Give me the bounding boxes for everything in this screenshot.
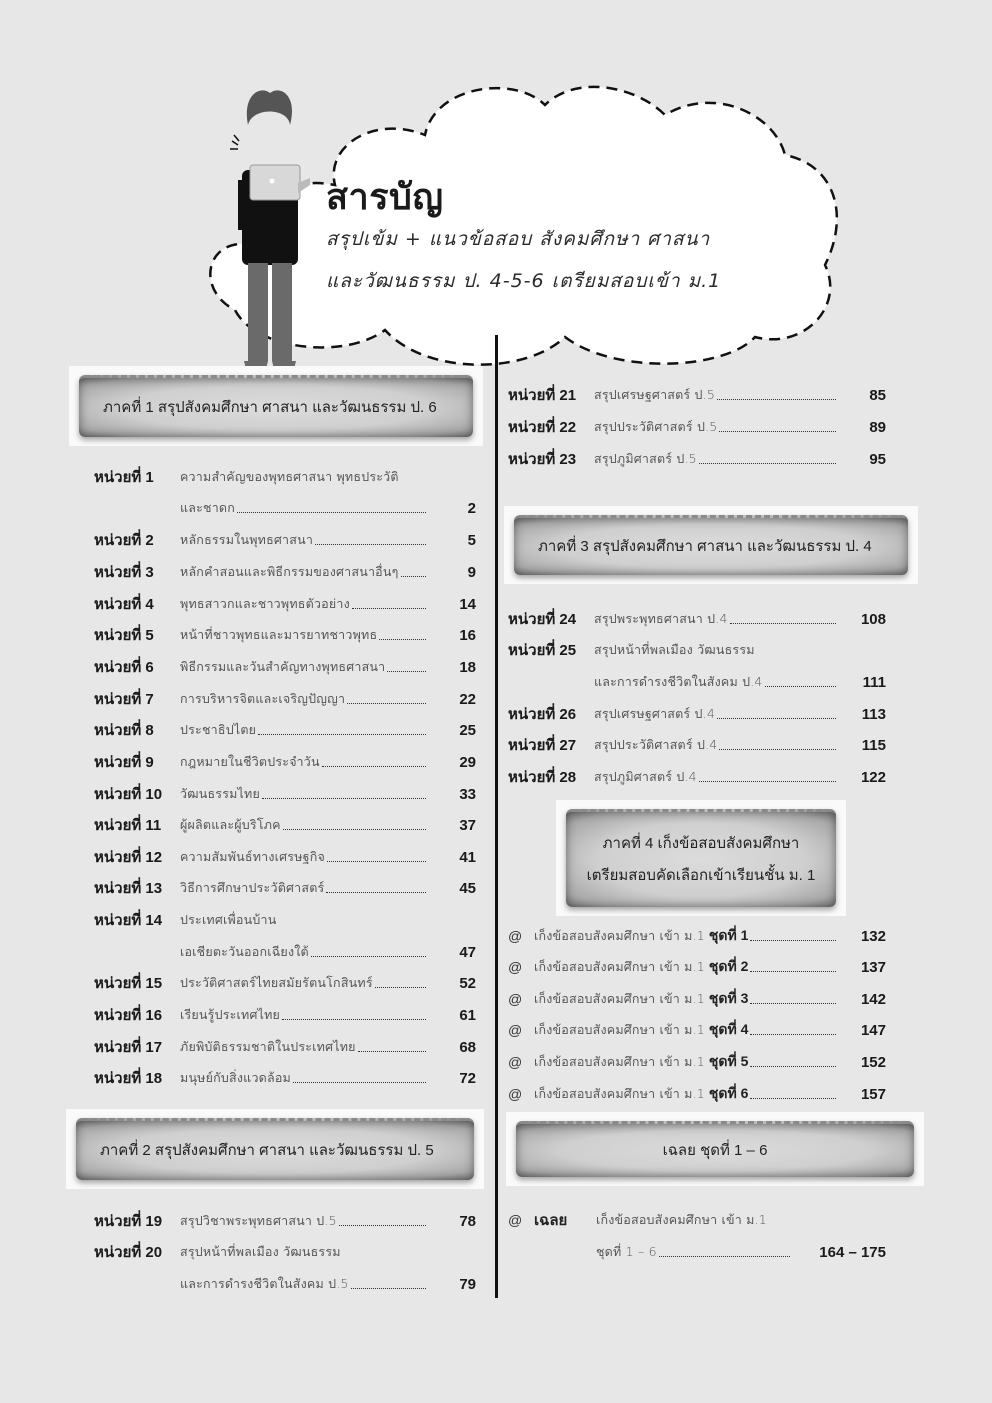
dot-leader — [293, 1082, 426, 1083]
toc-entry-unit-14-line-1[interactable] — [94, 907, 476, 933]
toc-entry-unit-13[interactable] — [94, 875, 476, 901]
unit-label: หน่วยที่ 15 — [94, 975, 163, 992]
toc-entry-unit-22[interactable] — [508, 414, 886, 440]
dot-leader — [750, 1098, 836, 1099]
unit-label: หน่วยที่ 28 — [508, 769, 577, 786]
dot-leader — [699, 463, 836, 464]
entry-title: และชาดก — [180, 500, 236, 515]
unit-label: หน่วยที่ 5 — [94, 627, 154, 644]
dot-leader — [358, 1051, 426, 1052]
dot-leader — [765, 686, 836, 687]
entry-title: กฎหมายในชีวิตประจำวัน — [180, 754, 320, 769]
entry-title: สรุปพระพุทธศาสนา ป.4 — [594, 611, 728, 626]
toc-entry-unit-25[interactable] — [508, 669, 886, 695]
page-number: 41 — [459, 848, 476, 866]
page-number: 115 — [861, 736, 886, 754]
dot-leader — [750, 1066, 836, 1067]
dot-leader — [315, 544, 426, 545]
entry-title: หน้าที่ชาวพุทธและมารยาทชาวพุทธ — [180, 627, 378, 642]
unit-label: หน่วยที่ 24 — [508, 611, 577, 628]
entry-title: เก็งข้อสอบสังคมศึกษา เข้า ม.1 — [534, 1086, 705, 1101]
column-divider — [495, 335, 498, 1298]
dot-leader — [387, 671, 426, 672]
entry-title: และการดำรงชีวิตในสังคม ป.4 — [594, 674, 763, 689]
unit-label: หน่วยที่ 19 — [94, 1213, 163, 1230]
page-number: 108 — [860, 610, 886, 628]
bullet-at-icon: @ — [508, 1022, 523, 1038]
section-banner-label: ภาคที่ 2 สรุปสังคมศึกษา ศาสนา และวัฒนธรรม ป. 5 — [100, 1141, 434, 1159]
entry-title: เก็งข้อสอบสังคมศึกษา เข้า ม.1 — [534, 991, 705, 1006]
entry-title: พิธีกรรมและวันสำคัญทางพุทธศาสนา — [180, 659, 386, 674]
page-number: 2 — [467, 499, 476, 517]
dot-leader — [717, 399, 836, 400]
entry-title: ภัยพิบัติธรรมชาติในประเทศไทย — [180, 1039, 356, 1054]
toc-entry-unit-25-line-1[interactable] — [508, 637, 886, 663]
toc-entry-unit-11[interactable] — [94, 812, 476, 838]
toc-entry-unit-28[interactable] — [508, 764, 886, 790]
toc-entry-unit-9[interactable] — [94, 749, 476, 775]
toc-entry-unit-4[interactable] — [94, 591, 476, 617]
toc-entry-unit-3[interactable] — [94, 559, 476, 585]
dot-leader — [659, 1256, 790, 1257]
entry-title: หลักคำสอนและพิธีกรรมของศาสนาอื่นๆ — [180, 564, 399, 579]
page-number: 9 — [467, 563, 476, 581]
toc-entry-unit-17[interactable] — [94, 1034, 476, 1060]
dot-leader — [379, 639, 426, 640]
dot-leader — [352, 608, 426, 609]
page-number: 25 — [459, 721, 476, 739]
entry-title: วิธีการศึกษาประวัติศาสตร์ — [180, 880, 325, 895]
unit-label: หน่วยที่ 10 — [94, 786, 163, 803]
section-banner-label: ภาคที่ 1 สรุปสังคมศึกษา ศาสนา และวัฒนธรรม ป. 6 — [103, 398, 437, 416]
toc-entry-unit-20-line-1[interactable] — [94, 1239, 476, 1265]
entry-title: ประวัติศาสตร์ไทยสมัยรัตนโกสินทร์ — [180, 975, 373, 990]
section-banner-label: เฉลย ชุดที่ 1 – 6 — [662, 1141, 768, 1159]
page-number: 52 — [459, 974, 476, 992]
set-label: ชุดที่ 1 — [708, 927, 749, 943]
toc-entry-exam-set-4[interactable] — [508, 1017, 886, 1043]
page-number: 95 — [869, 450, 886, 468]
toc-entry-unit-15[interactable] — [94, 970, 476, 996]
entry-title: เก็งข้อสอบสังคมศึกษา เข้า ม.1 — [534, 1054, 705, 1069]
dot-leader — [719, 749, 836, 750]
page-number: 18 — [459, 658, 476, 676]
entry-title: สรุปภูมิศาสตร์ ป.5 — [594, 451, 697, 466]
toc-entry-unit-12[interactable] — [94, 844, 476, 870]
entry-title: เก็งข้อสอบสังคมศึกษา เข้า ม.1 — [534, 959, 705, 974]
bullet-at-icon: @ — [508, 1054, 523, 1070]
section-banner-label-line-2: เตรียมสอบคัดเลือกเข้าเรียนชั้น ม. 1 — [586, 866, 816, 884]
entry-title: ผู้ผลิตและผู้บริโภค — [180, 817, 281, 832]
page-number: 111 — [862, 673, 886, 691]
toc-entry-unit-1[interactable] — [94, 495, 476, 521]
unit-label: หน่วยที่ 7 — [94, 691, 154, 708]
entry-title: เก็งข้อสอบสังคมศึกษา เข้า ม.1 — [534, 1022, 705, 1037]
toc-entry-unit-5[interactable] — [94, 622, 476, 648]
toc-entry-unit-21[interactable] — [508, 382, 886, 408]
entry-title: เก็งข้อสอบสังคมศึกษา เข้า ม.1 — [534, 928, 705, 943]
page-number: 152 — [860, 1053, 886, 1071]
unit-label: หน่วยที่ 23 — [508, 451, 577, 468]
dot-leader — [750, 940, 836, 941]
entry-title: ชุดที่ 1 – 6 — [596, 1244, 657, 1259]
dot-leader — [730, 623, 836, 624]
toc-entry-unit-24[interactable] — [508, 606, 886, 632]
unit-label: หน่วยที่ 16 — [94, 1007, 163, 1024]
bullet-at-icon: @ — [508, 1212, 523, 1228]
toc-entry-exam-set-5[interactable] — [508, 1049, 886, 1075]
bullet-at-icon: @ — [508, 1086, 523, 1102]
entry-title: เรียนรู้ประเทศไทย — [180, 1007, 281, 1022]
dot-leader — [347, 703, 426, 704]
section-banner-label: ภาคที่ 3 สรุปสังคมศึกษา ศาสนา และวัฒนธรรม ป. 4 — [538, 537, 872, 555]
dot-leader — [283, 829, 426, 830]
dot-leader — [375, 987, 426, 988]
page-number: 113 — [861, 705, 886, 723]
page-number: 47 — [459, 943, 476, 961]
entry-title: สรุปวิชาพระพุทธศาสนา ป.5 — [180, 1213, 337, 1228]
entry-title: เอเชียตะวันออกเฉียงใต้ — [180, 944, 309, 959]
bullet-at-icon: @ — [508, 959, 523, 975]
page-number: 22 — [459, 690, 476, 708]
dot-leader — [750, 1003, 836, 1004]
unit-label: หน่วยที่ 25 — [508, 642, 577, 659]
set-label: ชุดที่ 6 — [708, 1085, 749, 1101]
dot-leader — [322, 766, 426, 767]
unit-label: หน่วยที่ 20 — [94, 1244, 163, 1261]
dot-leader — [719, 431, 836, 432]
dot-leader — [237, 512, 426, 513]
entry-title: ความสัมพันธ์ทางเศรษฐกิจ — [180, 849, 326, 864]
unit-label: หน่วยที่ 9 — [94, 754, 154, 771]
toc-entry-unit-19[interactable] — [94, 1208, 476, 1234]
unit-label: หน่วยที่ 2 — [94, 532, 154, 549]
toc-entry-unit-20[interactable] — [94, 1271, 476, 1297]
book-subtitle-line-2: และวัฒนธรรม ป. 4-5-6 เตรียมสอบเข้า ม.1 — [326, 270, 722, 292]
set-label: ชุดที่ 5 — [708, 1053, 749, 1069]
unit-label: หน่วยที่ 4 — [94, 596, 154, 613]
toc-entry-exam-set-2[interactable] — [508, 954, 886, 980]
toc-entry-unit-2[interactable] — [94, 527, 476, 553]
toc-entry-answers-line-1[interactable] — [508, 1207, 886, 1233]
person-with-laptop-illustration — [230, 85, 310, 370]
bullet-at-icon: @ — [508, 928, 523, 944]
toc-entry-unit-10[interactable] — [94, 781, 476, 807]
toc-entry-unit-18[interactable] — [94, 1065, 476, 1091]
dot-leader — [262, 798, 426, 799]
page-number: 147 — [860, 1021, 886, 1039]
page-number: 61 — [459, 1006, 476, 1024]
entry-title: สรุปประวัติศาสตร์ ป.5 — [594, 419, 718, 434]
page-range: 164 – 175 — [819, 1243, 886, 1261]
page-number: 137 — [860, 958, 886, 976]
entry-title: พุทธสาวกและชาวพุทธตัวอย่าง — [180, 596, 350, 611]
page-number: 5 — [467, 531, 476, 549]
toc-entry-unit-7[interactable] — [94, 686, 476, 712]
dot-leader — [282, 1019, 426, 1020]
dot-leader — [699, 781, 836, 782]
dot-leader — [717, 718, 836, 719]
unit-label: หน่วยที่ 13 — [94, 880, 163, 897]
page-number: 79 — [459, 1275, 476, 1293]
section-banner-label-line-1: ภาคที่ 4 เก็งข้อสอบสังคมศึกษา — [602, 834, 800, 852]
entry-title: สรุปหน้าที่พลเมือง วัฒนธรรม — [594, 642, 755, 657]
section-banner-part-2 — [66, 1109, 484, 1189]
page-number: 45 — [459, 879, 476, 897]
page-number: 16 — [459, 626, 476, 644]
unit-label: หน่วยที่ 14 — [94, 912, 163, 929]
page-number: 142 — [860, 990, 886, 1008]
toc-entry-exam-set-6[interactable] — [508, 1081, 886, 1107]
page-number: 78 — [459, 1212, 476, 1230]
toc-entry-unit-23[interactable] — [508, 446, 886, 472]
dot-leader — [311, 956, 426, 957]
dot-leader — [258, 734, 426, 735]
set-label: ชุดที่ 4 — [708, 1021, 749, 1037]
entry-title: สรุปเศรษฐศาสตร์ ป.5 — [594, 387, 715, 402]
page-number: 14 — [459, 595, 476, 613]
page-number: 122 — [860, 768, 886, 786]
entry-title: สรุปเศรษฐศาสตร์ ป.4 — [594, 706, 715, 721]
entry-title: มนุษย์กับสิ่งแวดล้อม — [180, 1070, 291, 1085]
page-number: 89 — [869, 418, 886, 436]
unit-label: หน่วยที่ 22 — [508, 419, 577, 436]
dot-leader — [339, 1225, 426, 1226]
toc-entry-unit-1-line-1[interactable] — [94, 464, 476, 490]
page-number: 72 — [459, 1069, 476, 1087]
page-number: 33 — [459, 785, 476, 803]
entry-title: สรุปภูมิศาสตร์ ป.4 — [594, 769, 697, 784]
toc-entry-unit-8[interactable] — [94, 717, 476, 743]
unit-label: หน่วยที่ 11 — [94, 817, 162, 834]
toc-entry-exam-set-3[interactable] — [508, 986, 886, 1012]
unit-label: หน่วยที่ 18 — [94, 1070, 163, 1087]
dot-leader — [327, 861, 426, 862]
unit-label: หน่วยที่ 6 — [94, 659, 154, 676]
entry-title: วัฒนธรรมไทย — [180, 786, 261, 801]
bullet-at-icon: @ — [508, 991, 523, 1007]
unit-label: หน่วยที่ 21 — [508, 387, 577, 404]
toc-entry-unit-26[interactable] — [508, 701, 886, 727]
section-banner-part-1 — [69, 366, 483, 446]
set-label: ชุดที่ 3 — [708, 990, 749, 1006]
entry-title: หลักธรรมในพุทธศาสนา — [180, 532, 314, 547]
entry-title: สรุปประวัติศาสตร์ ป.4 — [594, 737, 718, 752]
set-label: ชุดที่ 2 — [708, 958, 749, 974]
toc-entry-exam-set-1[interactable] — [508, 923, 886, 949]
unit-label: หน่วยที่ 3 — [94, 564, 154, 581]
entry-title: ประชาธิปไตย — [180, 722, 257, 737]
dot-leader — [351, 1288, 426, 1289]
toc-entry-answers[interactable] — [508, 1239, 886, 1265]
unit-label: หน่วยที่ 17 — [94, 1039, 163, 1056]
page-number: 85 — [869, 386, 886, 404]
entry-title: และการดำรงชีวิตในสังคม ป.5 — [180, 1276, 349, 1291]
entry-title: ความสำคัญของพุทธศาสนา พุทธประวัติ — [180, 469, 399, 484]
unit-label: หน่วยที่ 12 — [94, 849, 163, 866]
page-number: 157 — [860, 1085, 886, 1103]
toc-entry-unit-14[interactable] — [94, 939, 476, 965]
entry-title: เก็งข้อสอบสังคมศึกษา เข้า ม.1 — [596, 1212, 767, 1227]
unit-label: หน่วยที่ 8 — [94, 722, 154, 739]
page-number: 37 — [459, 816, 476, 834]
toc-entry-unit-6[interactable] — [94, 654, 476, 680]
toc-entry-unit-16[interactable] — [94, 1002, 476, 1028]
answers-label: เฉลย — [534, 1212, 568, 1229]
entry-title: ประเทศเพื่อนบ้าน — [180, 912, 277, 927]
section-banner-answers — [506, 1112, 924, 1186]
dot-leader — [750, 1034, 836, 1035]
dot-leader — [750, 971, 836, 972]
page-number: 132 — [860, 927, 886, 945]
section-banner-part-3 — [504, 506, 918, 584]
page-number: 29 — [459, 753, 476, 771]
dot-leader — [401, 576, 426, 577]
dot-leader — [326, 892, 426, 893]
unit-label: หน่วยที่ 26 — [508, 706, 577, 723]
section-banner-part-4 — [556, 800, 846, 916]
page-title: สารบัญ — [326, 176, 444, 217]
entry-title: สรุปหน้าที่พลเมือง วัฒนธรรม — [180, 1244, 341, 1259]
page-number: 68 — [459, 1038, 476, 1056]
unit-label: หน่วยที่ 1 — [94, 469, 154, 486]
unit-label: หน่วยที่ 27 — [508, 737, 577, 754]
toc-entry-unit-27[interactable] — [508, 732, 886, 758]
book-subtitle-line-1: สรุปเข้ม + แนวข้อสอบ สังคมศึกษา ศาสนา — [326, 228, 711, 250]
entry-title: การบริหารจิตและเจริญปัญญา — [180, 691, 346, 706]
